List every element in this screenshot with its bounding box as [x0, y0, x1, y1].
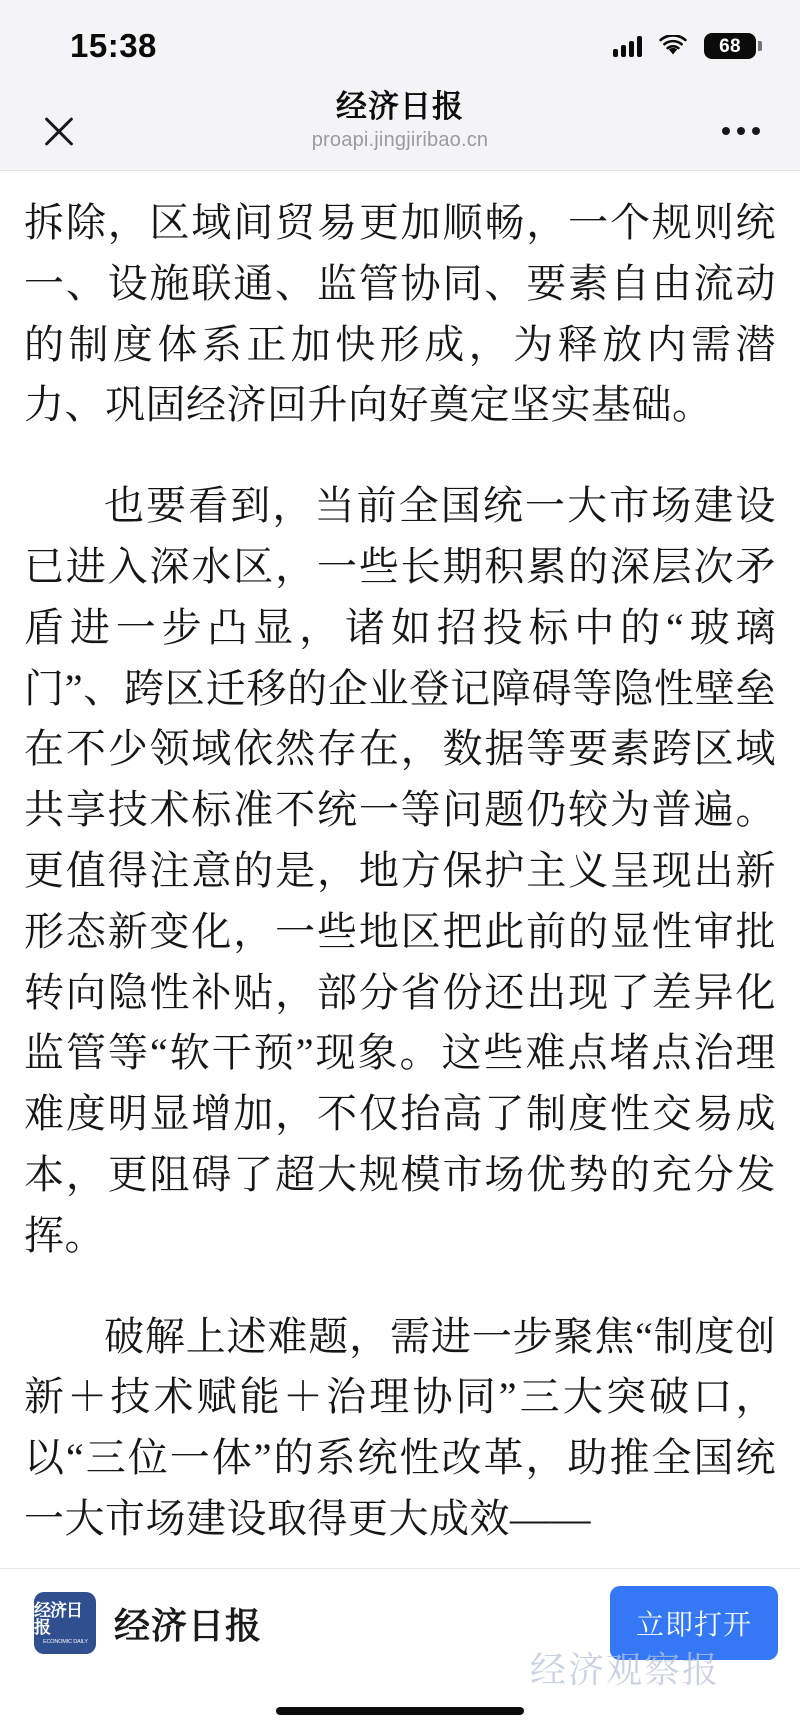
more-options-icon[interactable]: [722, 127, 760, 135]
page-domain: proapi.jingjiribao.cn: [311, 128, 489, 151]
cellular-signal-icon: [613, 35, 642, 57]
close-icon[interactable]: [36, 108, 82, 154]
home-indicator[interactable]: [276, 1707, 524, 1715]
watermark-text: 经济观察报: [529, 1650, 720, 1690]
article-paragraph: 拆除，区域间贸易更加顺畅，一个规则统一、设施联通、监管协同、要素自由流动的制度体系正加快形成，为释放内需潜力、巩固经济回升向好奠定坚实基础。: [24, 200, 776, 428]
article-paragraph: 破解上述难题，需进一步聚焦“制度创新＋技术赋能＋治理协同”三大突破口，以“三位一体”的系统性改革，助推全国统一大市场建设取得更大成效——: [24, 1313, 776, 1541]
nav-title-block: [0, 88, 800, 152]
open-app-button[interactable]: 立即打开: [610, 1586, 778, 1660]
navigation-bar: [0, 89, 800, 170]
app-logo-icon: [34, 1592, 96, 1654]
battery-icon: [704, 33, 756, 59]
status-bar: [0, 0, 800, 92]
app-name-label: 经济日报: [114, 1605, 263, 1646]
wifi-icon: [658, 35, 688, 57]
page-title: 经济日报: [336, 89, 464, 124]
article-paragraph: 也要看到，当前全国统一大市场建设已进入深水区，一些长期积累的深层次矛盾进一步凸显，诸如招投标中的“玻璃门”、跨区迁移的企业登记障碍等隐性壁垒在不少领域依然存在，数据等要素跨区域共享技术标准不统一等问题仍较为普遍。更值得注意的是，地方保护主义呈现出新形态新变化，一些地区把此前的显性审批转向隐性补贴，部分省份还出现了差异化监管等“软干预”现象。这些难点堵点治理难度明显增加，不仅抬高了制度性交易成本，更阻碍了超大规模市场优势的充分发挥。: [24, 483, 776, 1258]
status-time: 15:38: [70, 27, 157, 64]
battery-level: 68: [719, 35, 741, 57]
article-content[interactable]: [0, 171, 800, 1569]
app-logo-en: ECONOMIC DAILY: [42, 1638, 88, 1645]
status-icons: [613, 33, 756, 59]
app-promo-bar: [0, 1568, 800, 1731]
app-logo-zh: 经济日报: [34, 1600, 82, 1637]
